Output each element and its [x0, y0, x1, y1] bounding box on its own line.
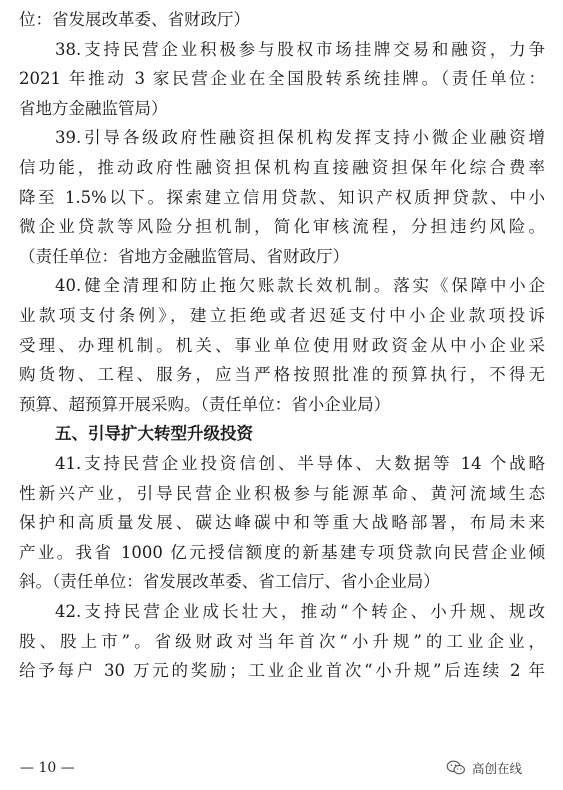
text-line-content: 信功能，推动政府性融资担保机构直接融资担保年化综合费率 — [19, 158, 545, 177]
text-line-content: 产业。我省 1000 亿元授信额度的新基建专项贷款向民营企业倾 — [19, 542, 545, 562]
text-line — [0, 66, 563, 92]
text-line — [0, 658, 563, 684]
text-line — [0, 244, 563, 270]
text-line — [0, 392, 563, 418]
text-line — [0, 185, 563, 211]
text-line-content: 斜。（责任单位：省发展改革委、省工信厅、省小企业局） — [19, 572, 440, 592]
text-line — [0, 125, 563, 151]
text-line — [0, 599, 563, 625]
watermark-text: 高创在线 — [472, 761, 523, 776]
text-line-content: 38.支持民营企业积极参与股权市场挂牌交易和融资，力争 — [55, 39, 545, 59]
wechat-icon — [446, 760, 466, 776]
text-line-content: 41.支持民营企业投资信创、半导体、大数据等 14 个战略 — [55, 454, 545, 473]
text-line-content: 保护和高质量发展、碳达峰碳中和等重大战略部署，布局未来 — [19, 513, 545, 533]
page-number: — 10 — — [20, 760, 75, 776]
text-line — [0, 362, 563, 388]
text-line-content: 受理、办理机制。机关、事业单位使用财政资金从中小企业采 — [19, 335, 545, 355]
text-line — [0, 96, 563, 122]
text-line-content: 五、引导扩大转型升级投资 — [55, 424, 253, 444]
text-line — [0, 451, 563, 477]
text-line-content: 降至 1.5%以下。探索建立信用贷款、知识产权质押贷款、中小 — [19, 187, 545, 207]
text-line-content: 39.引导各级政府性融资担保机构发挥支持小微企业融资增 — [55, 128, 545, 148]
text-line-content: 2021 年推动 3 家民营企业在全国股转系统挂牌。（责任单位： — [19, 69, 545, 89]
text-line-content: 预算、超预算开展采购。（责任单位：省小企业局） — [19, 394, 391, 414]
text-line — [0, 333, 563, 359]
text-line — [0, 155, 563, 181]
text-line — [0, 303, 563, 329]
text-line-content: 给予每户 30 万元的奖励；工业企业首次“小升规”后连续 2 年 — [19, 661, 545, 681]
text-line — [0, 273, 563, 299]
text-line-content: 42.支持民营企业成长壮大，推动“个转企、小升规、规改 — [55, 602, 545, 621]
text-line-content: 业款项支付条例》，建立拒绝或者迟延支付中小企业款项投诉 — [19, 306, 545, 325]
text-line — [0, 214, 563, 240]
text-line-content: 位：省发展改革委、省财政厅） — [19, 10, 250, 29]
text-line-content: 微企业贷款等风险分担机制，简化审核流程，分担违约风险。 — [19, 217, 545, 237]
text-line — [0, 540, 563, 566]
section-heading — [0, 421, 563, 447]
text-line-content: 性新兴产业，引导民营企业积极参与能源革命、黄河流域生态 — [19, 483, 545, 503]
text-line — [0, 569, 563, 595]
text-line-content: 省地方金融监管局） — [19, 98, 168, 118]
text-line — [0, 37, 563, 63]
text-line-content: （责任单位：省地方金融监管局、省财政厅） — [19, 246, 349, 266]
text-line — [0, 481, 563, 507]
text-line-content: 购货物、工程、服务，应当严格按照批准的预算执行，不得无 — [19, 365, 545, 385]
text-line-content: 40.健全清理和防止拖欠账款长效机制。落实《保障中小企 — [55, 276, 545, 296]
text-line-content: 股、股上市”。省级财政对当年首次“小升规”的工业企业， — [19, 631, 545, 651]
text-line — [0, 7, 563, 33]
watermark — [446, 759, 522, 777]
text-line — [0, 510, 563, 536]
text-line — [0, 629, 563, 655]
